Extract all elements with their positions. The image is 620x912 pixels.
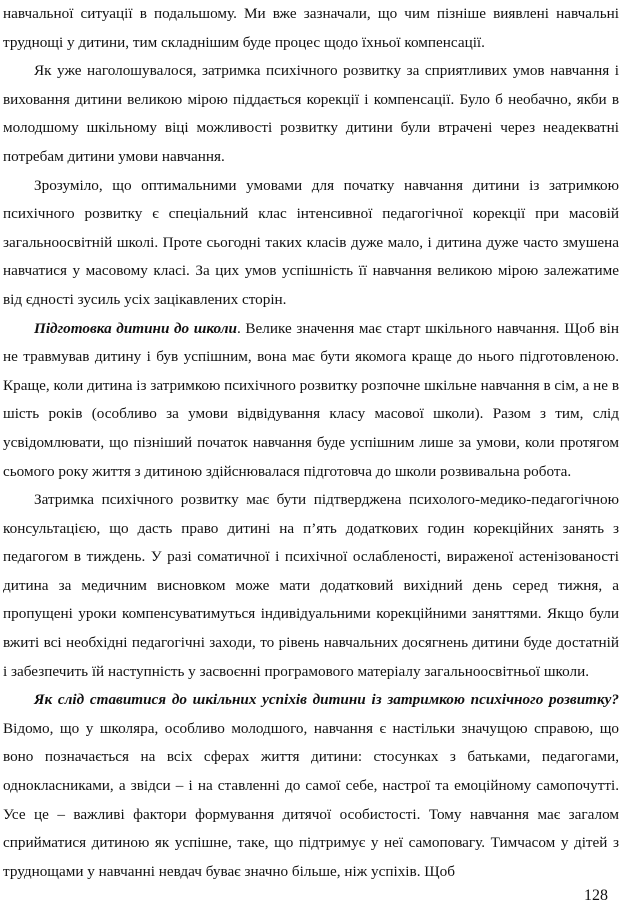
section-heading-school-success: Як слід ставитися до шкільних успіхів дитини із затримкою психічного розвитку? [34, 691, 619, 709]
paragraph-5 [3, 486, 619, 686]
paragraph-4 [3, 315, 619, 487]
paragraph-5-text: Затримка психічного розвитку має бути підтверджена психолого-медико-педагогічною консультацією, що дасть право дитині на п’ять додаткових годин корекційних занять з педагогом в тиждень. У разі соматичної і психічної ослабленості, вираженої астенізованості дитина за медичним висновком може мати додатковий вихідний день серед тижня, а пропущені уроки компенсуватимуться індивідуальними корекційними заняттями. Якщо були вжиті всі необхідні педагогічні заходи, то рівень навчальних досягнень дитини буде достатній і забезпечить їй наступність у засвоєнні програмового матеріалу загальноосвітньої школи. [3, 491, 619, 680]
section-heading-school-preparation: Підготовка дитини до школи [34, 319, 237, 337]
paragraph-6-text: Відомо, що у школяра, особливо молодшого, навчання є настільки значущою справою, що воно позначається на всіх сферах життя дитини: стосунках з батьками, педагогами, однокласниками, а звідси – і на ставленні до самої себе, настрої та емоційному самопочутті. Усе це – важливі фактори формування дитячої особистості. Тому навчання має загалом сприйматися дитиною як успішне, таке, що підтримує у неї самоповагу. Тимчасом у дітей з труднощами у навчанні невдач буває значно більше, ніж успіхів. Щоб [3, 719, 619, 880]
paragraph-3-text: Зрозуміло, що оптимальними умовами для початку навчання дитини із затримкою психічного розвитку є спеціальний клас інтенсивної педагогічної корекції при масовій загальноосвітній школі. Проте сьогодні таких класів дуже мало, і дитина дуже часто змушена навчатися у масовому класі. За цих умов успішність її навчання великою мірою залежатиме від єдності зусиль усіх зацікавлених сторін. [3, 176, 619, 308]
paragraph-2 [3, 57, 619, 171]
paragraph-4-text: . Велике значення має старт шкільного навчання. Щоб він не травмував дитину і був успішним, вона має бути якомога краще до нього підготовленою. Краще, коли дитина із затримкою психічного розвитку розпочне шкільне навчання в сім, а не в шість років (особливо за умови відвідування класу масової школи). Разом з тим, слід усвідомлювати, що пізніший початок навчання буде успішним лише за умови, коли протягом сьомого року життя з дитиною здійснювалася підготовча до школи розвивальна робота. [3, 319, 619, 480]
body-text [3, 0, 619, 886]
page-number: 128 [584, 887, 608, 904]
paragraph-1 [3, 0, 619, 57]
paragraph-1-text: навчальної ситуації в подальшому. Ми вже зазначали, що чим пізніше виявлені навчальні труднощі у дитини, тим складнішим буде процес щодо їхньої компенсації. [3, 5, 619, 51]
paragraph-3 [3, 172, 619, 315]
paragraph-6 [3, 686, 619, 886]
paragraph-2-text: Як уже наголошувалося, затримка психічного розвитку за сприятливих умов навчання і виховання дитини великою мірою піддається корекції і компенсації. Було б необачно, якби в молодшому шкільному віці можливості розвитку дитини були втрачені через неадекватні потребам дитини умови навчання. [3, 62, 619, 165]
